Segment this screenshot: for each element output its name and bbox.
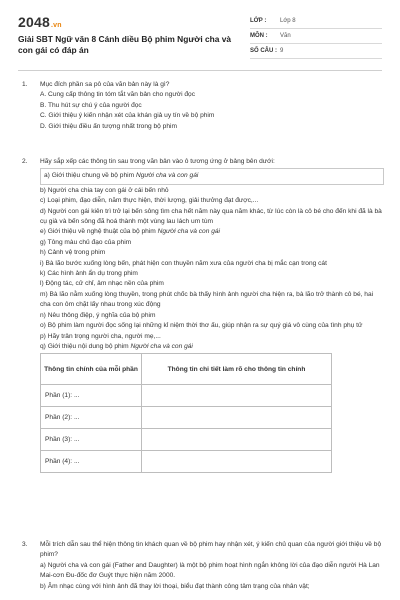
- info-item: l) Động tác, cử chỉ, âm nhạc nền của phim: [40, 280, 164, 288]
- question-stem: Hãy sắp xếp các thông tin sau trong văn bản vào ô tương ứng ở bảng bên dưới:: [40, 158, 275, 165]
- question-number: 3.: [22, 541, 28, 548]
- meta-key: SỐ CÂU :: [250, 48, 277, 54]
- info-item: k) Các hình ảnh ẩn dụ trong phim: [40, 270, 138, 278]
- answer-option[interactable]: C. Giới thiệu ý kiến nhận xét của khán giả uy tín về bộ phim: [40, 112, 215, 120]
- table-header-row: [41, 354, 332, 385]
- table-row: [41, 385, 332, 407]
- answer-cell[interactable]: [142, 451, 332, 473]
- info-item: p) Hãy trân trọng người cha, người mẹ,...: [40, 332, 161, 340]
- info-item: m) Bà lão nằm xuống lòng thuyền, trong phút chốc bà thấy hình ảnh người cha hiện ra, bà lão trở thành cô bé, hai cha con ôm chặt lấy nhau trong xúc động: [40, 290, 374, 309]
- info-item: g) Tông màu chủ đạo của phim: [40, 238, 132, 246]
- table-row: [41, 451, 332, 473]
- info-item: o) Bộ phim làm người đọc sống lại những kỉ niệm thời thơ ấu, giúp nhận ra sự quý giá vô cùng của tình phụ tử: [40, 322, 363, 330]
- question-stem: Mỗi trích dẫn sau thể hiện thông tin khách quan về bộ phim hay nhận xét, ý kiến chủ quan của người giới thiệu về bộ phim?: [40, 541, 382, 559]
- info-item-a: [40, 168, 384, 184]
- meta-row-class: [250, 14, 382, 29]
- info-item: b) Người cha chia tay con gái ở cái bến nhỏ: [40, 186, 169, 194]
- item-text: e) Giới thiệu về nghệ thuật của bộ phim: [40, 228, 158, 236]
- meta-value: Lớp 8: [280, 18, 296, 24]
- meta-value: Văn: [280, 33, 291, 39]
- item-text: a) Giới thiệu chung về bộ phim: [44, 172, 136, 180]
- question-2: [18, 157, 384, 473]
- logo-main: 2048: [18, 14, 50, 30]
- info-item: n) Nêu thông điệp, ý nghĩa của bộ phim: [40, 311, 156, 319]
- answer-cell[interactable]: [142, 429, 332, 451]
- info-item-q: [40, 342, 384, 352]
- table-row: [41, 407, 332, 429]
- question-number: 1.: [22, 81, 28, 88]
- question-number: 2.: [22, 158, 28, 165]
- question-1: [18, 80, 384, 132]
- info-item: d) Người con gái kiên trì trở lại bến sông tìm cha hết năm này qua năm khác, từ lúc còn là cô bé cho đến khi đã là bà cụ già và bến sông đã hoá thành một vùng lau lách um tùm: [40, 207, 382, 226]
- table-row: [41, 429, 332, 451]
- question-3: [18, 540, 384, 592]
- table-header: Thông tin chính của mỗi phần: [41, 354, 142, 385]
- film-title: Người cha và con gái: [130, 342, 193, 350]
- film-title: Người cha và con gái: [135, 172, 199, 180]
- item-text: q) Giới thiệu nội dung bộ phim: [40, 342, 131, 350]
- table-cell: Phần (4): ...: [41, 451, 142, 473]
- info-item: h) Cảnh vệ trong phim: [40, 249, 106, 257]
- meta-key: LỚP :: [250, 18, 267, 24]
- table-header: Thông tin chi tiết làm rõ cho thông tin chính: [142, 354, 332, 385]
- info-item: i) Bà lão bước xuống lòng bến, phát hiện con thuyền năm xưa của người cha bị mắc cạn trong cát: [40, 259, 327, 267]
- answer-option[interactable]: D. Giới thiệu điều ấn tượng nhất trong bộ phim: [40, 122, 177, 130]
- meta-row-subject: [250, 29, 382, 44]
- meta-row-count: [250, 44, 382, 59]
- table-cell: Phần (2): ...: [41, 407, 142, 429]
- site-logo[interactable]: [18, 14, 62, 30]
- answer-cell[interactable]: [142, 385, 332, 407]
- info-item: c) Loại phim, đạo diễn, năm thực hiện, thời lượng, giải thưởng đạt được,...: [40, 197, 259, 205]
- film-title: Người cha và con gái: [157, 228, 221, 236]
- meta-table: [250, 14, 382, 59]
- answer-option[interactable]: B. Thu hút sự chú ý của người đọc: [40, 101, 142, 109]
- header: [18, 10, 382, 62]
- table-cell: Phần (3): ...: [41, 429, 142, 451]
- divider: [18, 70, 382, 71]
- info-item-e: [40, 227, 384, 237]
- question-stem: Mục đích phần sa pô của văn bản này là gì?: [40, 81, 170, 88]
- quote-item: b) Âm nhạc cùng với hình ảnh đã thay lời thoại, biểu đạt thành công tâm trạng của nhân vật;: [40, 582, 310, 590]
- quote-item: a) Người cha và con gái (Father and Daughter) là một bộ phim hoạt hình ngắn không lời của đạo diễn người Hà Lan Mai-cơn Đu-đốc đơ Guýt thực hiện năm 2000.: [40, 561, 380, 580]
- meta-value: 9: [280, 48, 284, 54]
- answer-option[interactable]: A. Cung cấp thông tin tóm tắt văn bản cho người đọc: [40, 91, 195, 99]
- logo-suffix: .vn: [50, 22, 62, 29]
- table-cell: Phần (1): ...: [41, 385, 142, 407]
- page-title: Giải SBT Ngữ văn 8 Cánh diều Bộ phim Người cha và con gái có đáp án: [18, 34, 232, 55]
- meta-key: MÔN :: [250, 33, 268, 39]
- answer-cell[interactable]: [142, 407, 332, 429]
- answer-table: [40, 353, 332, 473]
